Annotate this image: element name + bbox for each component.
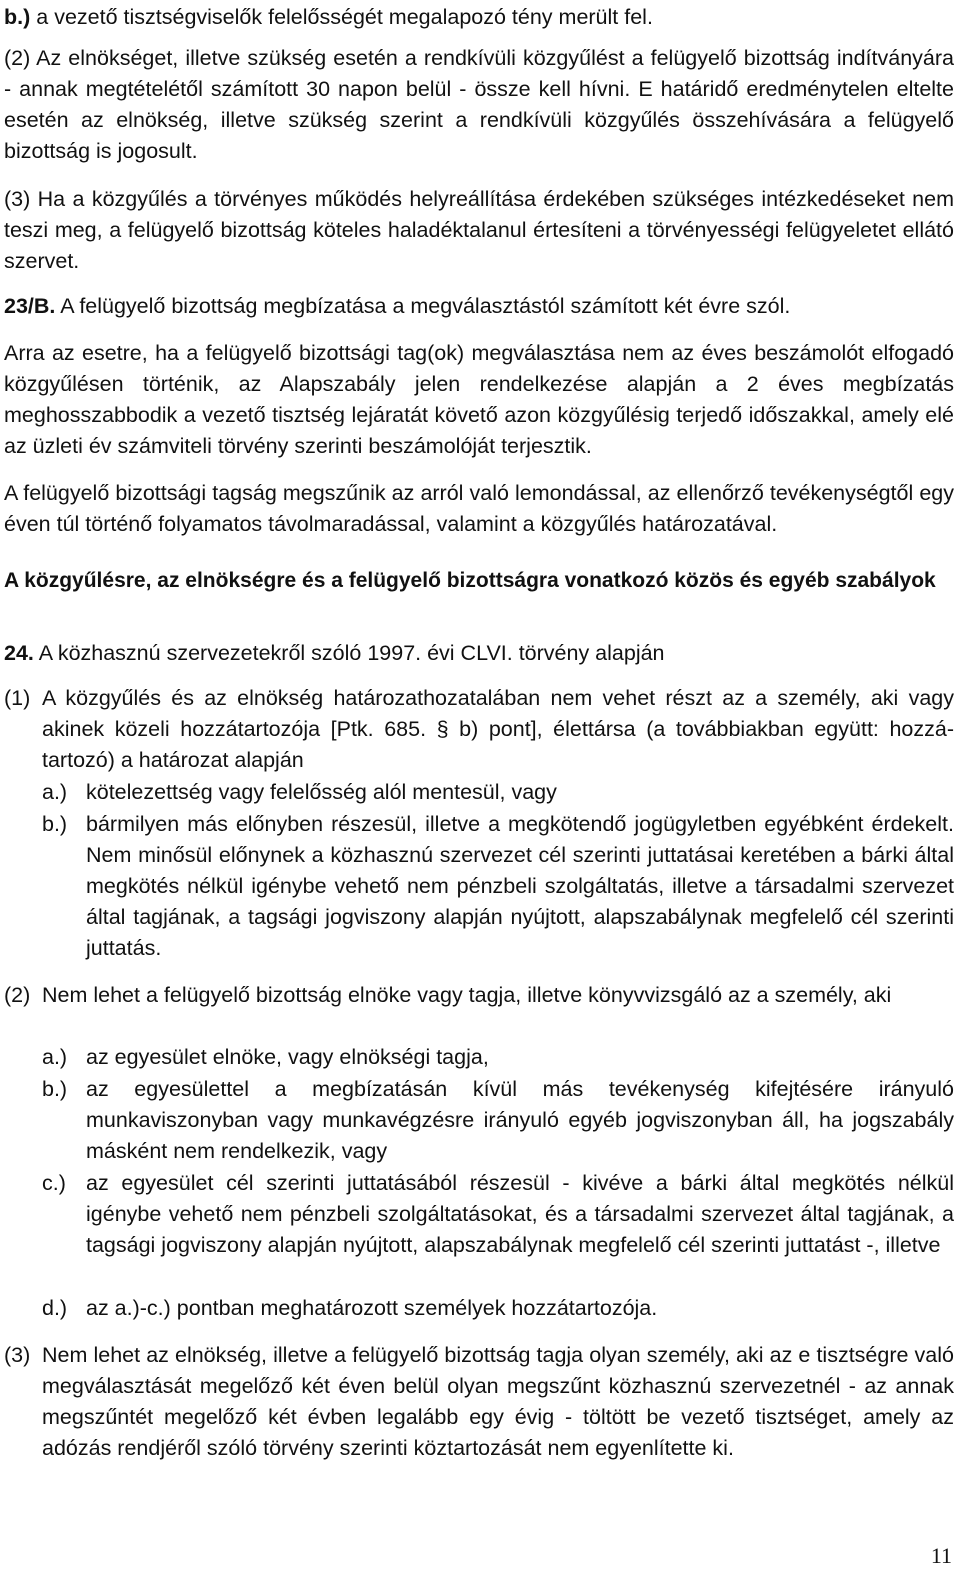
list-item-text: az a.)-c.) pontban meghatározott személyek hozzátartozója. <box>86 1296 658 1320</box>
list-item-text: bármilyen más előnyben részesül, illetve a megkötendő jogügyletben egyébként érdekelt. Nem minősül előnynek a közhasznú szervezet cél szerinti juttatásai keretében a bárki által megkötés nélkül igénybe vehető nem pénzbeli szolgáltatás, illetve a társadalmi szervezet által tagjának, a tagsági jogviszony alapján nyújtott, alapszabálynak megfelelő cél szerinti juttatás. <box>86 812 954 960</box>
list-item <box>42 1293 954 1324</box>
subsection-text: Nem lehet a felügyelő bizottság elnöke vagy tagja, illetve könyvvizsgáló az a személy, aki <box>42 983 892 1007</box>
section-24 <box>4 638 954 669</box>
top-item <box>4 2 954 33</box>
list-item-label: c.) <box>42 1171 66 1195</box>
subsection-number: (1) <box>4 686 31 710</box>
list-item-label: b.) <box>42 812 68 836</box>
paragraph-3: (3) Ha a közgyűlés a törvényes működés helyreállítása érdekében szükséges intézkedéseket nem teszi meg, a felügyelő bizottság köteles haladéktalanul értesíteni a törvényességi felügyeletet ellátó szervet. <box>4 187 954 273</box>
list-item <box>42 1042 954 1073</box>
paragraph-arra: Arra az esetre, ha a felügyelő bizottsági tag(ok) megválasztása nem az éves beszámolót elfogadó közgyűlésen történik, az Alapszabály jelen rendelkezése alapján a 2 éves megbízatás meghosszabbodik a vezető tisztség lejáratát követő azon közgyűlésig terjedő időszakkal, amely elé az üzleti év számviteli törvény szerinti beszámolóját terjesztik. <box>4 341 954 458</box>
section-text: A felügyelő bizottság megbízatása a megválasztástól számított két évre szól. <box>60 294 791 318</box>
list-item-text: kötelezettség vagy felelősség alól mentesül, vagy <box>86 780 557 804</box>
section-heading: A közgyűlésre, az elnökségre és a felügyelő bizottságra vonatkozó közös és egyéb szabályok <box>4 569 936 592</box>
list-item-label: a.) <box>42 1045 68 1069</box>
section-text: A közhasznú szervezetekről szóló 1997. évi CLVI. törvény alapján <box>38 641 665 665</box>
subsection-number: (3) <box>4 1343 31 1367</box>
list-item-label: a.) <box>42 780 68 804</box>
subsection-text: A közgyűlés és az elnökség határozathozatalában nem vehet részt az a személy, aki vagy akinek közeli hozzátartozója [Ptk. 685. § b) pont], élettársa (a továbbiakban együtt: hozzá- tartozó) a határozat alapján <box>42 686 954 772</box>
list-item-text: az egyesület elnöke, vagy elnökségi tagja, <box>86 1045 489 1069</box>
subsection-3 <box>4 1340 954 1495</box>
list-item <box>42 809 954 964</box>
paragraph-2: (2) Az elnökséget, illetve szükség esetén a rendkívüli közgyűlést a felügyelő bizottság indítványára - annak megtételétől számított 30 napon belül - össze kell hívni. E határidő eredménytelen eltelte esetén az elnökség, illetve szükség szerint a rendkívüli közgyűlés összehívására a felügyelő bizottság is jogosult. <box>4 46 954 163</box>
page-number: 11 <box>930 1543 952 1568</box>
subsection-1 <box>4 683 954 778</box>
list-item-label: d.) <box>42 1296 68 1320</box>
subsection-text: Nem lehet az elnökség, illetve a felügyelő bizottság tagja olyan személy, aki az e tisztségre való megválasztását megelőző két éven belül olyan megszűnt közhasznú szervezetnél - az annak megszűntét megelőző két évben legalább egy évig - töltött be vezető tisztséget, amely az adózás rendjéről szóló törvény szerinti köztartozását nem egyenlítette ki. <box>42 1343 954 1460</box>
list-item <box>42 1168 954 1292</box>
item-text: a vezető tisztségviselők felelősségét megalapozó tény merült fel. <box>36 5 653 29</box>
list-item <box>42 1074 954 1167</box>
list-item-text: az egyesülettel a megbízatásán kívül más tevékenység kifejtésére irányuló munkaviszonyban vagy munkavégzésre irányuló egyéb jogviszonyban áll, ha jogszabály másként nem rendelkezik, vagy <box>86 1077 954 1163</box>
item-label: b.) <box>4 5 31 29</box>
subsection-number: (2) <box>4 983 31 1007</box>
paragraph-megszunik: A felügyelő bizottsági tagság megszűnik az arról való lemondással, az ellenőrző tevékenységtől egy éven túl történő folyamatos távolmaradással, valamint a közgyűlés határozatával. <box>4 481 954 536</box>
list-item-label: b.) <box>42 1077 68 1101</box>
section-number: 23/B. <box>4 294 56 318</box>
section-23b <box>4 291 954 322</box>
section-number: 24. <box>4 641 34 665</box>
list-item-text: az egyesület cél szerinti juttatásából részesül - kivéve a bárki által megkötés nélkül igénybe vehető nem pénzbeli szolgáltatásokat, és a társadalmi szervezet által tagjának, a tagsági jogviszony alapján nyújtott, alapszabálynak megfelelő cél szerinti juttatást -, illetve <box>86 1171 954 1257</box>
subsection-2 <box>4 980 954 1042</box>
list-item <box>42 777 954 808</box>
